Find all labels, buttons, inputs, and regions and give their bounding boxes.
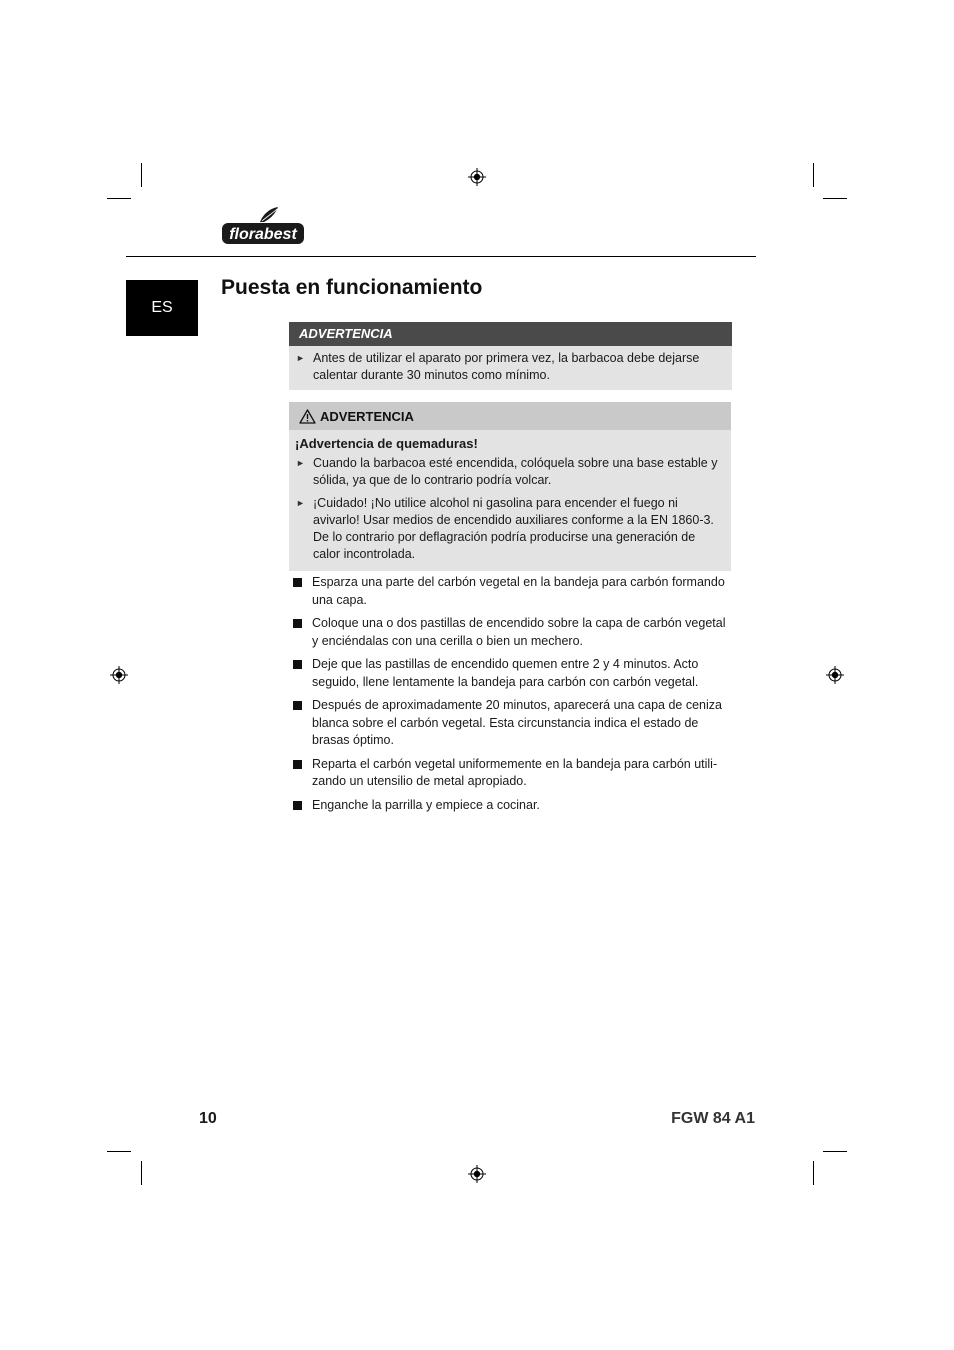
warning-header: ADVERTENCIA xyxy=(289,322,732,346)
arrow-bullet-icon: ► xyxy=(296,497,305,508)
arrow-bullet-icon: ► xyxy=(296,353,305,363)
crop-mark xyxy=(813,163,814,187)
warning-subheading: ¡Advertencia de quemaduras! xyxy=(295,436,478,451)
warning-item xyxy=(289,455,731,490)
warning-header xyxy=(289,402,731,430)
step-item xyxy=(292,656,732,691)
page-title: Puesta en funcionamiento xyxy=(221,276,483,299)
warning-triangle-icon xyxy=(299,409,316,424)
registration-mark-icon xyxy=(110,666,128,684)
crop-mark xyxy=(107,198,131,199)
warning-list xyxy=(289,451,731,571)
square-bullet-icon xyxy=(293,701,302,710)
model-number: FGW 84 A1 xyxy=(671,1110,755,1127)
step-text: Esparza una parte del carbón vegetal en la bandeja para carbón formando una capa. xyxy=(312,575,725,607)
warning-item xyxy=(289,350,732,385)
step-text: Reparta el carbón vegetal uniformemente en la bandeja para carbón utili-zando un utensilio de metal apropiado. xyxy=(312,756,718,788)
page-number: 10 xyxy=(199,1110,217,1127)
crop-mark xyxy=(141,163,142,187)
header-rule xyxy=(126,256,756,257)
step-text: Deje que las pastillas de encendido quemen entre 2 y 4 minutos. Acto seguido, llene lentamente la bandeja para carbón con carbón vegetal. xyxy=(312,657,699,689)
crop-mark xyxy=(823,198,847,199)
square-bullet-icon xyxy=(293,619,302,628)
crop-mark xyxy=(107,1151,131,1152)
warning-item-text: Cuando la barbacoa esté encendida, colóquela sobre una base estable y sólida, ya que de lo contrario podría volcar. xyxy=(313,456,718,488)
warning-box-burns xyxy=(289,402,731,571)
warning-item xyxy=(289,495,731,564)
step-item xyxy=(292,615,732,650)
crop-mark xyxy=(141,1161,142,1185)
step-item xyxy=(292,697,732,750)
step-item xyxy=(292,756,732,791)
warning-box-notice xyxy=(289,322,732,390)
crop-mark xyxy=(813,1161,814,1185)
registration-mark-icon xyxy=(826,666,844,684)
warning-item-text: Antes de utilizar el aparato por primera vez, la barbacoa debe dejarse calentar durante 30 minutos como mínimo. xyxy=(313,351,700,383)
step-text: Enganche la parrilla y empiece a cocinar. xyxy=(312,797,540,812)
instruction-steps xyxy=(292,574,732,820)
logo-text: florabest xyxy=(229,226,297,243)
step-item xyxy=(292,797,732,815)
warning-list xyxy=(289,346,732,390)
square-bullet-icon xyxy=(293,578,302,587)
registration-mark-icon xyxy=(468,168,486,186)
language-tab: ES xyxy=(126,280,198,336)
square-bullet-icon xyxy=(293,801,302,810)
warning-item-text: ¡Cuidado! ¡No utilice alcohol ni gasolina para encender el fuego ni avivarlo! Usar medios de encendido auxiliares conforme a la EN 1860-3. De lo contrario por deflagración podría producirse una generación de calor incontrolada. xyxy=(313,495,714,562)
step-text: Después de aproximadamente 20 minutos, aparecerá una capa de ceniza blanca sobre el carbón vegetal. Esta circunstancia indica el estado de brasas óptimo. xyxy=(312,698,722,747)
step-item xyxy=(292,574,732,609)
arrow-bullet-icon: ► xyxy=(296,458,305,468)
square-bullet-icon xyxy=(293,760,302,769)
crop-mark xyxy=(823,1151,847,1152)
step-text: Coloque una o dos pastillas de encendido sobre la capa de carbón vegetal y enciéndalas con una cerilla o bien un mechero. xyxy=(312,616,726,648)
square-bullet-icon xyxy=(293,660,302,669)
florabest-logo xyxy=(220,206,306,246)
registration-mark-icon xyxy=(468,1165,486,1183)
warning-header-text: ADVERTENCIA xyxy=(320,408,414,424)
